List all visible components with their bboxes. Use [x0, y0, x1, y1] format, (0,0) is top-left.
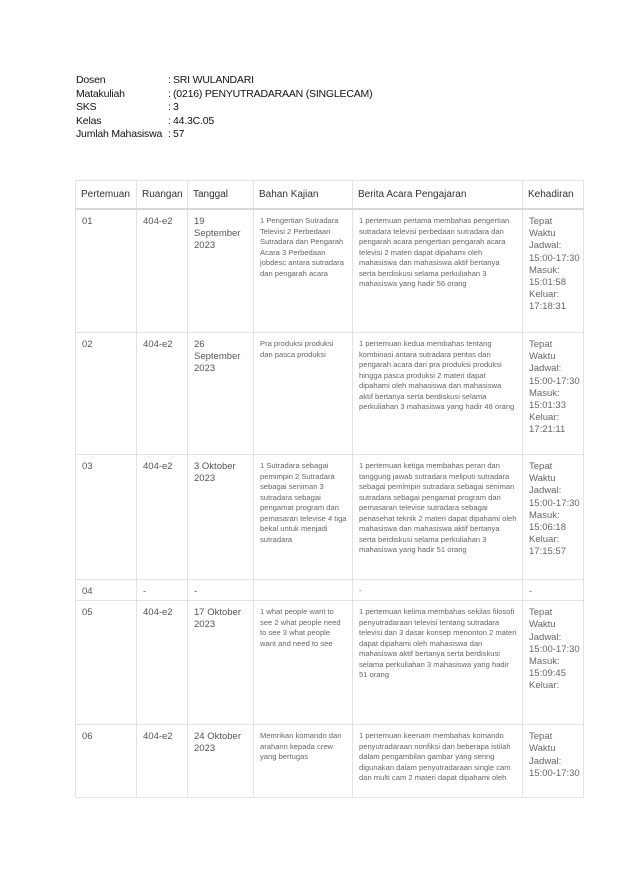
info-row-jumlah: [76, 128, 372, 142]
cell-kehadiran: Tepat Waktu Jadwal: 15:00-17:30 Masuk: 15:09:45 Keluar:: [523, 601, 584, 725]
table-row: [76, 209, 584, 333]
header-berita-acara: Berita Acara Pengajaran: [353, 181, 523, 210]
cell-berita-acara: 1 pertemuan keenam membahas komando penyutradaraan nonfiksi dan beberapa istilah dalam pengambilan gambar yang sering digunakan dalam penyutradaraan single cam dan multi cam 2 materi dapat dipahami oleh: [353, 725, 523, 798]
separator: :: [168, 101, 171, 114]
matakuliah-label: Matakuliah: [76, 87, 125, 100]
sks-value: 3: [173, 101, 179, 114]
separator: :: [168, 74, 171, 86]
jumlah-label: Jumlah Mahasiswa: [76, 128, 163, 141]
cell-berita-acara: 1 pertemuan kelima membahas sekilas filosofi penyutradaraan televisi tentang sutradara televisi dan 3 dasar konsep menonton 2 materi dapat dipahami oleh mahasiswa dan mahasiswa aktif bertanya serta berdiskusi selama perkuliahan 3 mahasiswa yang hadir 51 orang: [353, 601, 523, 725]
jumlah-value: 57: [173, 128, 185, 141]
header-bahan-kajian: Bahan Kajian: [254, 181, 353, 210]
sks-label: SKS: [76, 101, 97, 114]
cell-kehadiran: Tepat Waktu Jadwal: 15:00-17:30: [523, 725, 584, 798]
separator: :: [168, 87, 171, 100]
cell-bahan-kajian: Memrikan komando dan arahann kepada crew yang bertugas: [254, 725, 353, 798]
cell-ruangan: -: [137, 580, 188, 601]
kelas-value: 44.3C.05: [173, 114, 215, 127]
cell-ruangan: 404-e2: [137, 209, 188, 333]
matakuliah-value: (0216) PENYUTRADARAAN (SINGLECAM): [173, 87, 373, 100]
cell-tanggal: 24 Oktober 2023: [188, 725, 254, 798]
cell-bahan-kajian: [254, 580, 353, 601]
cell-berita-acara: 1 pertemuan ketiga membahas peran dan tanggung jawab sutradara meliputi sutradara sebagai pemimpin sutradara sebagai seniman sutradara sebagai pengamat program dan pemasaran televise sutradara sebagai penasehat teknik 2 materi dapat dipahami oleh mahasiswa dan mahasiswa aktif bertanya serta berdiskusi selama perkuliahan 3 mahasiswa yang hadir 51 orang: [353, 455, 523, 580]
cell-pertemuan: 06: [76, 725, 137, 798]
cell-kehadiran: Tepat Waktu Jadwal: 15:00-17:30 Masuk: 15:01:58 Keluar: 17:18:31: [523, 209, 584, 333]
header-pertemuan: Pertemuan: [76, 181, 137, 210]
header-kehadiran: Kehadiran: [523, 181, 584, 210]
cell-pertemuan: 01: [76, 209, 137, 333]
attendance-table: [75, 180, 584, 798]
separator: :: [168, 114, 171, 127]
table-header-row: [76, 181, 584, 210]
kelas-label: Kelas: [76, 114, 102, 127]
cell-bahan-kajian: 1 Pengertian Sutradara Televisi 2 Perbedaan Sutradara dan Pengarah Acara 3 Perbedaan jobdesc antara sutradara dan pengarah acara: [254, 209, 353, 333]
cell-berita-acara: 1 pertemuan kedua membahas tentang kombinasi antara sutradara pentas dan pengarah acara dari pra produksi produksi hingga pasca produksi 2 materi dapat dipahami oleh mahasiswa dan mahasiswa aktif bertanya serta berdiskusi selama perkuliahan 3 mahasiswa yang hadir 48 orang: [353, 333, 523, 455]
cell-bahan-kajian: Pra produksi produksi dan pasca produksi: [254, 333, 353, 455]
table-row: [76, 725, 584, 798]
table-row: [76, 580, 584, 601]
header-tanggal: Tanggal: [188, 181, 254, 210]
dosen-value: SRI WULANDARI: [173, 74, 254, 86]
cell-tanggal: 19 September 2023: [188, 209, 254, 333]
cell-tanggal: 26 September 2023: [188, 333, 254, 455]
cell-pertemuan: 02: [76, 333, 137, 455]
cell-kehadiran: Tepat Waktu Jadwal: 15:00-17:30 Masuk: 15:06:18 Keluar: 17:15:57: [523, 455, 584, 580]
cell-bahan-kajian: 1 what people want to see 2 what people need to see 3 what people want and need to see: [254, 601, 353, 725]
cell-ruangan: 404-e2: [137, 725, 188, 798]
cell-ruangan: 404-e2: [137, 601, 188, 725]
cell-pertemuan: 03: [76, 455, 137, 580]
separator: :: [168, 128, 171, 141]
cell-pertemuan: 04: [76, 580, 137, 601]
header-ruangan: Ruangan: [137, 181, 188, 210]
cell-berita-acara: -: [353, 580, 523, 601]
cell-ruangan: 404-e2: [137, 333, 188, 455]
table-row: [76, 455, 584, 580]
dosen-label: Dosen: [76, 74, 106, 86]
cell-ruangan: 404-e2: [137, 455, 188, 580]
info-row-matakuliah: [76, 88, 372, 102]
cell-bahan-kajian: 1 Sutradara sebagai pemimpin 2 Sutradara sebagai seniman 3 sutradara sebagai pengamat program dan pemasaran televise 4 tiga bekal untuk menjadi sutradara: [254, 455, 353, 580]
cell-tanggal: -: [188, 580, 254, 601]
cell-tanggal: 17 Oktober 2023: [188, 601, 254, 725]
cell-pertemuan: 05: [76, 601, 137, 725]
cell-kehadiran: Tepat Waktu Jadwal: 15:00-17:30 Masuk: 15:01:33 Keluar: 17:21:11: [523, 333, 584, 455]
table-row: [76, 333, 584, 455]
cell-kehadiran: -: [523, 580, 584, 601]
info-row-kelas: [76, 115, 372, 129]
info-row-sks: [76, 101, 372, 115]
info-row-dosen: [76, 74, 372, 88]
cell-tanggal: 3 Oktober 2023: [188, 455, 254, 580]
cell-berita-acara: 1 pertemuan pertama membahas pengertian sutradara televisi perbedaan sutradara dan pengarah acara pengertian pengarah acara televisi 2 materi dapat dipahami oleh mahasiswa dan mahasiswa aktif bertanya serta berdiskusi selama perkuliahan 3 mahasiswa yang hadir 56 orang: [353, 209, 523, 333]
table-row: [76, 601, 584, 725]
course-info: [76, 74, 372, 142]
